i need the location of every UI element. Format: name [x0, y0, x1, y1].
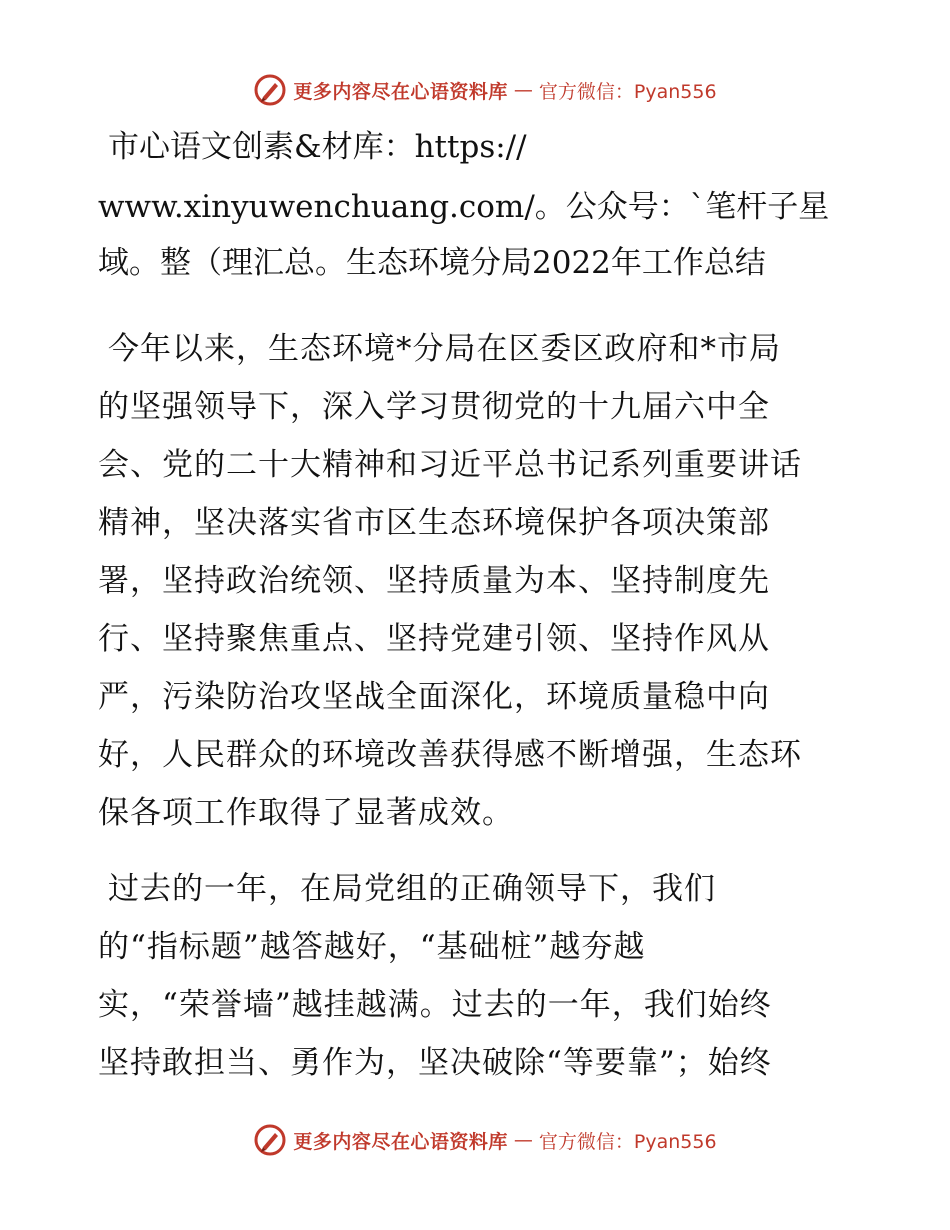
footer-banner — [0, 1120, 950, 1160]
paragraph-line: 过去的一年，在局党组的正确领导下，我们 — [108, 871, 716, 907]
paragraph-line: 行、坚持聚焦重点、坚持党建引领、坚持作风从 — [98, 621, 770, 657]
paragraph-line: 坚持敢担当、勇作为，坚决破除“等要靠”；始终 — [98, 1045, 772, 1081]
banner-dash: — — [513, 79, 533, 101]
header-banner — [0, 70, 950, 110]
paragraph-line: 的坚强领导下，深入学习贯彻党的十九届六中全 — [98, 389, 770, 425]
paragraph-line: 的“指标题”越答越好，“基础桩”越夯越 — [98, 929, 646, 965]
pen-logo-icon — [253, 73, 287, 107]
intro-line-3: 域。整（理汇总。生态环境分局2022年工作总结 — [98, 246, 766, 281]
banner-wechat-text: 官方微信：Pyan556 — [538, 80, 717, 103]
paragraph-line: 保各项工作取得了显著成效。 — [98, 795, 514, 831]
banner-main-text: 更多内容尽在心语资料库 — [293, 1130, 508, 1153]
paragraph-line: 好，人民群众的环境改善获得感不断增强，生态环 — [98, 737, 802, 773]
paragraph-line: 严，污染防治攻坚战全面深化，环境质量稳中向 — [98, 679, 770, 715]
intro-line-1: 市心语文创素&材库：https:// — [108, 130, 527, 165]
banner-content — [253, 1123, 716, 1157]
paragraph-line: 实，“荣誉墙”越挂越满。过去的一年，我们始终 — [98, 987, 772, 1023]
banner-main-text: 更多内容尽在心语资料库 — [293, 80, 508, 103]
paragraph-line: 会、党的二十大精神和习近平总书记系列重要讲话 — [98, 447, 802, 483]
banner-wechat-text: 官方微信：Pyan556 — [538, 1130, 717, 1153]
paragraph-1 — [98, 320, 802, 842]
pen-logo-icon — [253, 1123, 287, 1157]
intro-line-2: www.xinyuwenchuang.com/。公众号：`笔杆子星 — [98, 190, 830, 225]
banner-dash: — — [513, 1129, 533, 1151]
paragraph-line: 今年以来，生态环境*分局在区委区政府和*市局 — [108, 331, 781, 367]
paragraph-line: 精神，坚决落实省市区生态环境保护各项决策部 — [98, 505, 770, 541]
paragraph-2 — [98, 860, 772, 1092]
banner-content — [253, 73, 716, 107]
paragraph-line: 署，坚持政治统领、坚持质量为本、坚持制度先 — [98, 563, 770, 599]
